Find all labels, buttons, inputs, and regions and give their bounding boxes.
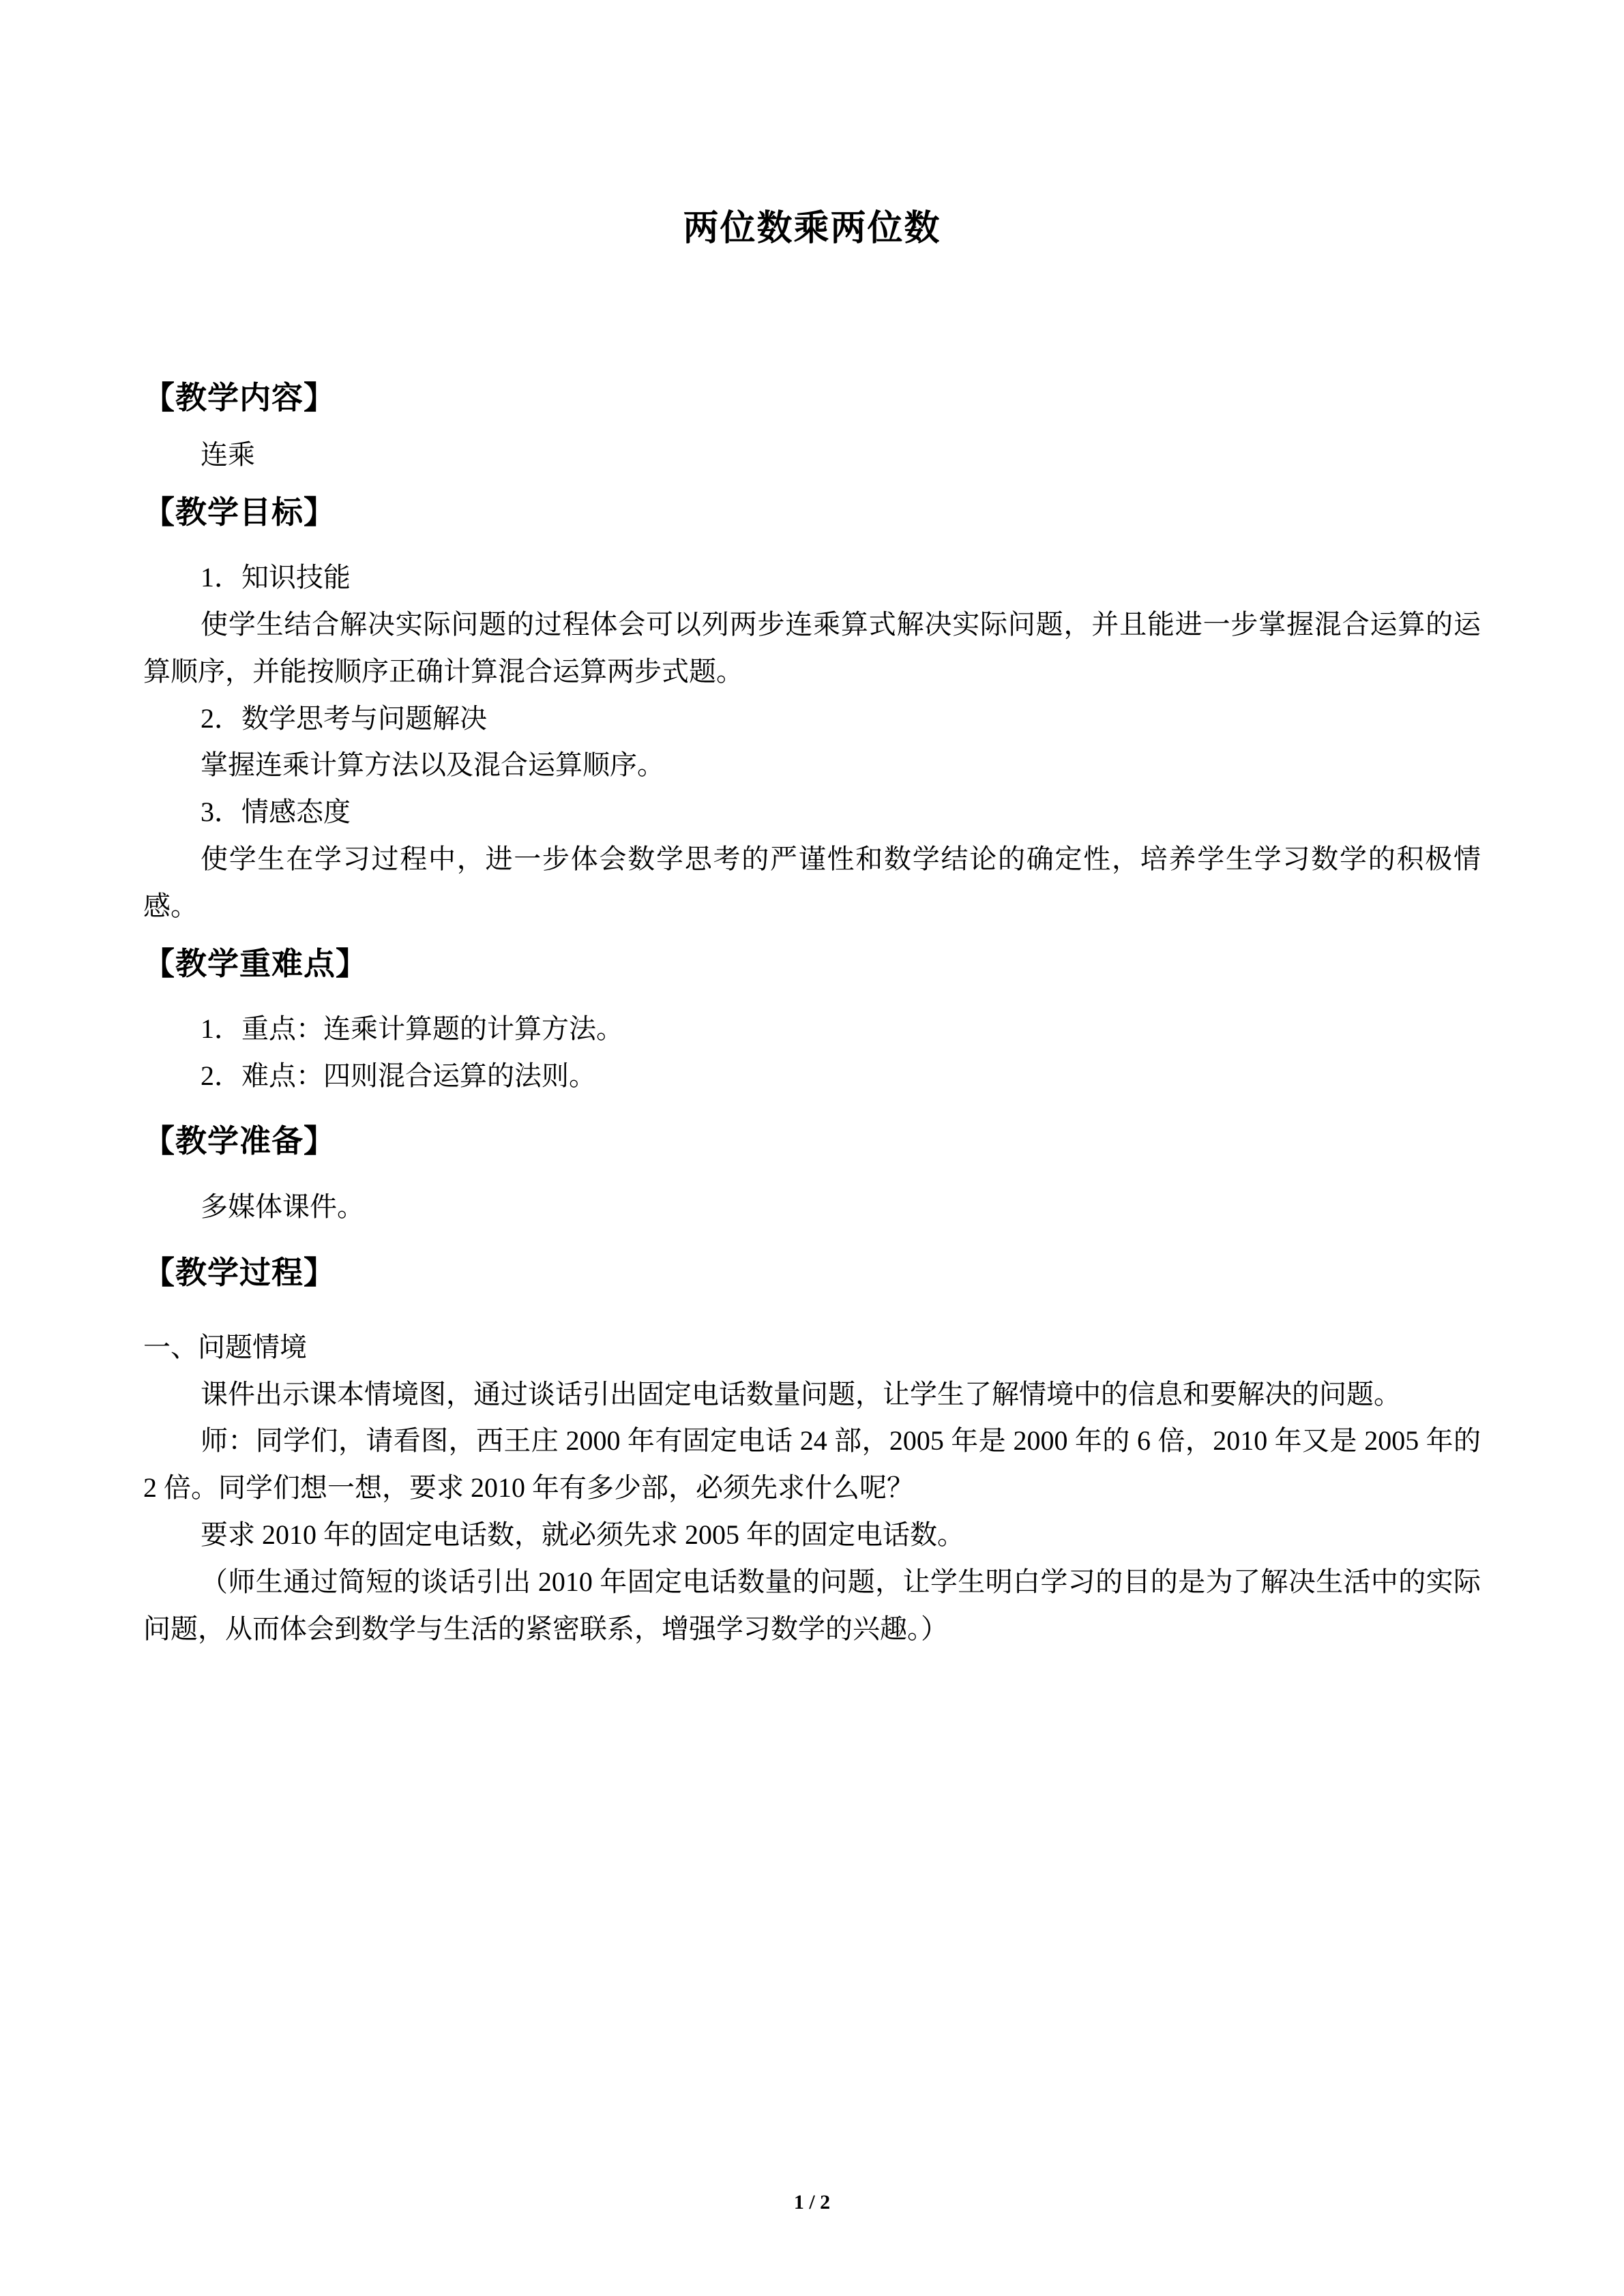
section-heading: 【教学内容】 <box>143 380 336 415</box>
section-paragraph: 1．知识技能 <box>201 562 351 593</box>
section-paragraph: 掌握连乘计算方法以及混合运算顺序。 <box>201 749 664 781</box>
page-number: 1 / 2 <box>793 2191 831 2213</box>
section-key-difficulties <box>143 940 1481 1100</box>
page-title: 两位数乘两位数 <box>683 209 941 248</box>
section-heading: 【教学重难点】 <box>143 946 368 981</box>
section-heading: 【教学准备】 <box>143 1124 336 1159</box>
section-paragraph: （师生通过简短的谈话引出 2010 年固定电话数量的问题，让学生明白学习的目的是为了解决生活中的实际问题，从而体会到数学与生活的紧密联系，增强学习数学的兴趣。） <box>143 1566 1481 1644</box>
section-teaching-goals <box>143 488 1481 930</box>
section-paragraph: 师：同学们，请看图，西王庄 2000 年有固定电话 24 部，2005 年是 2000 年的 6 倍，2010 年又是 2005 年的 2 倍。同学们想一想，要求 2010 年有多少部，必须先求什么呢？ <box>143 1425 1481 1504</box>
section-paragraph: 3．情感态度 <box>201 796 351 828</box>
section-heading: 【教学目标】 <box>143 494 336 530</box>
section-heading: 【教学过程】 <box>143 1255 336 1290</box>
section-teaching-process <box>143 1249 1481 1653</box>
section-paragraph: 课件出示课本情境图，通过谈话引出固定电话数量问题，让学生了解情境中的信息和要解决的问题。 <box>201 1378 1401 1410</box>
section-paragraph: 使学生结合解决实际问题的过程体会可以列两步连乘算式解决实际问题，并且能进一步掌握混合运算的运算顺序，并能按顺序正确计算混合运算两步式题。 <box>143 608 1481 687</box>
section-paragraph: 连乘 <box>201 439 255 471</box>
title-spacer <box>143 254 1481 374</box>
section-paragraph: 一、问题情境 <box>143 1331 307 1362</box>
section-paragraph: 1．重点：连乘计算题的计算方法。 <box>201 1013 623 1044</box>
section-paragraph: 使学生在学习过程中，进一步体会数学思考的严谨性和数学结论的确定性，培养学生学习数学的积极情感。 <box>143 843 1481 921</box>
section-teaching-content <box>143 374 1481 479</box>
section-paragraph: 多媒体课件。 <box>201 1191 364 1222</box>
section-paragraph: 要求 2010 年的固定电话数，就必须先求 2005 年的固定电话数。 <box>201 1519 964 1551</box>
section-paragraph: 2．难点：四则混合运算的法则。 <box>201 1060 596 1091</box>
section-teaching-preparation <box>143 1117 1481 1230</box>
section-paragraph: 2．数学思考与问题解决 <box>201 702 487 734</box>
